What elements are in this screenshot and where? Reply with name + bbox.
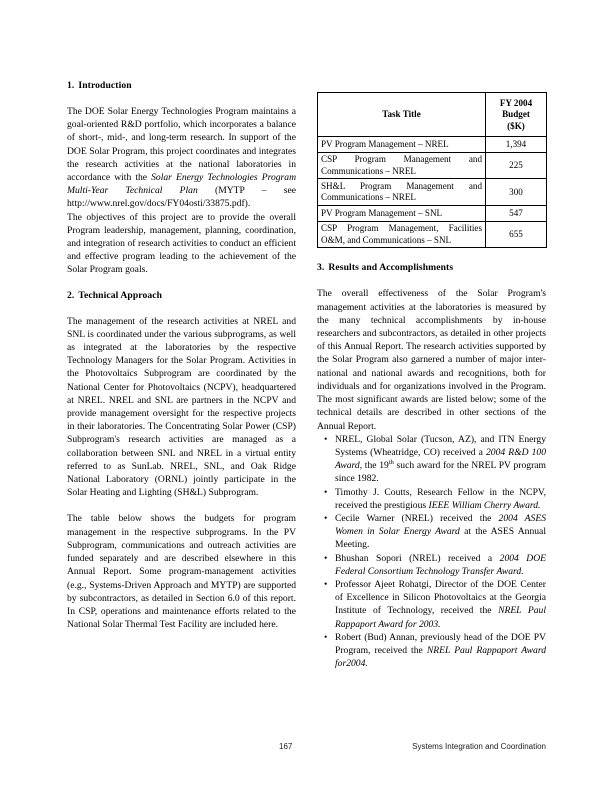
budget-row-value: 1,394 bbox=[486, 137, 547, 152]
table-row bbox=[318, 206, 547, 221]
list-item bbox=[317, 433, 546, 486]
heading-introduction bbox=[67, 80, 296, 92]
award-text-b: , the 19 bbox=[359, 460, 389, 472]
budget-table bbox=[317, 92, 547, 248]
budget-table-header-row bbox=[318, 93, 547, 137]
award-text-a: Professor Ajeet Rohatgi, Director of the DOE Center of Excellence in Silicon Photovoltaics at the Georgia Institute of Technology, received the bbox=[335, 578, 546, 617]
list-item bbox=[317, 552, 546, 578]
spacer bbox=[317, 274, 546, 287]
spacer bbox=[67, 92, 296, 105]
bullet-icon: • bbox=[324, 631, 328, 643]
spacer bbox=[67, 277, 296, 290]
award-text-a: Bhushan Sopori (NREL) received a bbox=[335, 552, 500, 564]
heading-results-title: Results and Accomplishments bbox=[328, 262, 454, 274]
bullet-icon: • bbox=[324, 578, 328, 590]
award-italic-1: NREL Paul Rappaport Award for2004. bbox=[335, 644, 546, 670]
award-italic-1: 2004 ASES Women in Solar Energy Award bbox=[335, 512, 546, 538]
budget-row-value: 225 bbox=[486, 152, 547, 179]
intro-paragraph-1-italic-title: Solar Energy Technologies Program Multi-Year Technical Plan bbox=[67, 172, 297, 197]
award-italic-1: NREL Paul Rappaport Award for 2003. bbox=[335, 605, 546, 630]
award-italic-1: 2004 DOE Federal Consortium Technology Transfer Award. bbox=[335, 552, 547, 577]
bullet-icon: • bbox=[324, 552, 328, 564]
left-column bbox=[67, 80, 296, 631]
budget-row-task: CSP Program Management, Facilities O&M, and Communications – SNL bbox=[318, 221, 486, 248]
heading-technical-approach bbox=[67, 290, 296, 302]
right-column bbox=[317, 80, 546, 670]
intro-paragraph-1-text-b: (MYTP – see http://www.nrel.gov/docs/FY04osti/33875.pdf). bbox=[67, 185, 296, 210]
budget-row-task: PV Program Management – SNL bbox=[318, 206, 486, 221]
heading-results-number: 3. bbox=[317, 262, 325, 274]
spacer bbox=[317, 80, 546, 92]
budget-table-body bbox=[318, 137, 547, 248]
budget-row-task: PV Program Management – NREL bbox=[318, 137, 486, 152]
table-row bbox=[318, 152, 547, 179]
list-item bbox=[317, 631, 546, 671]
intro-paragraph-1-text-a: The DOE Solar Energy Technologies Program maintains a goal-oriented R&D portfolio, which incorporates a balance of short-, mid-, and long-term research. In support of the DOE Solar Program, this project coordinates and integrates the research activities at the national laboratories in accordance with the bbox=[67, 106, 296, 184]
intro-paragraph-1 bbox=[67, 105, 296, 211]
budget-header-line-2: Budget bbox=[502, 109, 530, 120]
page-footer bbox=[67, 742, 546, 756]
table-row bbox=[318, 221, 547, 248]
technical-approach-paragraph-1: The management of the research activities at NREL and SNL is coordinated under the various subprograms, as well as integrated at the laboratories by the respective Technology Managers for the Solar Program. Activities in the Photovoltaics Subprogram are coordinated by the National Center for Photovoltaics (NCPV), headquartered at NREL. NREL and SNL are partners in the NCPV and provide management oversight for the respective projects in their laboratories. The Concentrating Solar Power (CSP) Subprogram's research activities are managed as a collaboration between SNL and NREL in a virtual entity referred to as SunLab. NREL, SNL, and Oak Ridge National Laboratory (ORNL) jointly participate in the Solar Heating and Lighting (SH&L) Subprogram. bbox=[67, 315, 296, 499]
list-item bbox=[317, 486, 546, 512]
budget-header-line-1: FY 2004 bbox=[499, 98, 533, 108]
award-italic-1: 2004 R&D 100 Award bbox=[335, 446, 546, 472]
list-item bbox=[317, 578, 546, 631]
award-text-a: NREL, Global Solar (Tucson, AZ), and ITN Energy Systems (Wheatridge, CO) received a bbox=[335, 433, 546, 458]
heading-introduction-number: 1. bbox=[67, 80, 75, 91]
running-title: Systems Integration and Coordination bbox=[412, 742, 546, 751]
award-text-c: such award for the NREL PV program since 1982. bbox=[335, 460, 546, 485]
spacer bbox=[67, 499, 296, 512]
bullet-icon: • bbox=[324, 486, 328, 498]
award-text-a: Robert (Bud) Annan, previously head of the DOE PV Program, received the bbox=[335, 631, 546, 656]
awards-list bbox=[317, 433, 546, 671]
table-row bbox=[318, 137, 547, 152]
technical-approach-paragraph-2: The table below shows the budgets for program management in the respective subprograms. In the PV Subprogram, communications and outreach activities are funded separately and are described elsewhere in this Annual Report. Some program-management activities (e.g., Systems-Driven Approach and MYTP) are supported by subcontractors, as detailed in Section 6.0 of this report. In CSP, operations and maintenance efforts related to the National Solar Thermal Test Facility are included here. bbox=[67, 513, 296, 631]
spacer bbox=[317, 248, 546, 262]
award-superscript: th bbox=[388, 458, 394, 466]
heading-introduction-title: Introduction bbox=[78, 80, 132, 91]
two-column-body bbox=[67, 80, 546, 720]
page-number: 167 bbox=[279, 742, 293, 751]
intro-paragraph-2: The objectives of this project are to provide the overall Program leadership, management, planning, coordination, and integration of research activities to conduct an efficient and effective program leading to the achievement of the Solar Program goals. bbox=[67, 211, 296, 276]
budget-row-task: CSP Program Management and Communications – NREL bbox=[318, 152, 486, 179]
list-item bbox=[317, 512, 546, 552]
heading-results-accomplishments bbox=[317, 262, 546, 274]
budget-header-line-3: ($K) bbox=[507, 120, 525, 131]
budget-table-header-task-title: Task Title bbox=[318, 93, 486, 137]
budget-table-head bbox=[318, 93, 547, 137]
heading-technical-approach-number: 2. bbox=[67, 289, 75, 301]
budget-row-task: SH&L Program Management and Communications – NREL bbox=[318, 179, 486, 206]
spacer bbox=[67, 302, 296, 315]
table-row bbox=[318, 179, 547, 206]
heading-technical-approach-title: Technical Approach bbox=[78, 289, 163, 301]
award-text-a: Timothy J. Coutts, Research Fellow in the NCPV, received the prestigious bbox=[335, 486, 546, 511]
results-paragraph-1: The overall effectiveness of the Solar Program's management activities at the laboratories is measured by the many technical accomplishments by in-house researchers and subcontractors, as detailed in other projects of this Annual Report. The research activities supported by the Solar Program also garnered a number of major inter-national and national awards and recognitions, both for individuals and for organizations involved in the Program. The most significant awards are listed below; some of the technical details are described in other sections of the Annual Report. bbox=[317, 288, 546, 432]
budget-row-value: 655 bbox=[486, 221, 547, 248]
budget-row-value: 547 bbox=[486, 206, 547, 221]
award-italic-1: IEEE William Cherry Award. bbox=[428, 499, 541, 511]
bullet-icon: • bbox=[324, 512, 328, 524]
bullet-icon: • bbox=[324, 433, 328, 445]
award-text-b: at the ASES Annual Meeting. bbox=[335, 526, 546, 551]
budget-row-value: 300 bbox=[486, 179, 547, 206]
award-text-a: Cecile Warner (NREL) received the bbox=[335, 512, 499, 524]
budget-table-header-budget bbox=[486, 93, 547, 137]
